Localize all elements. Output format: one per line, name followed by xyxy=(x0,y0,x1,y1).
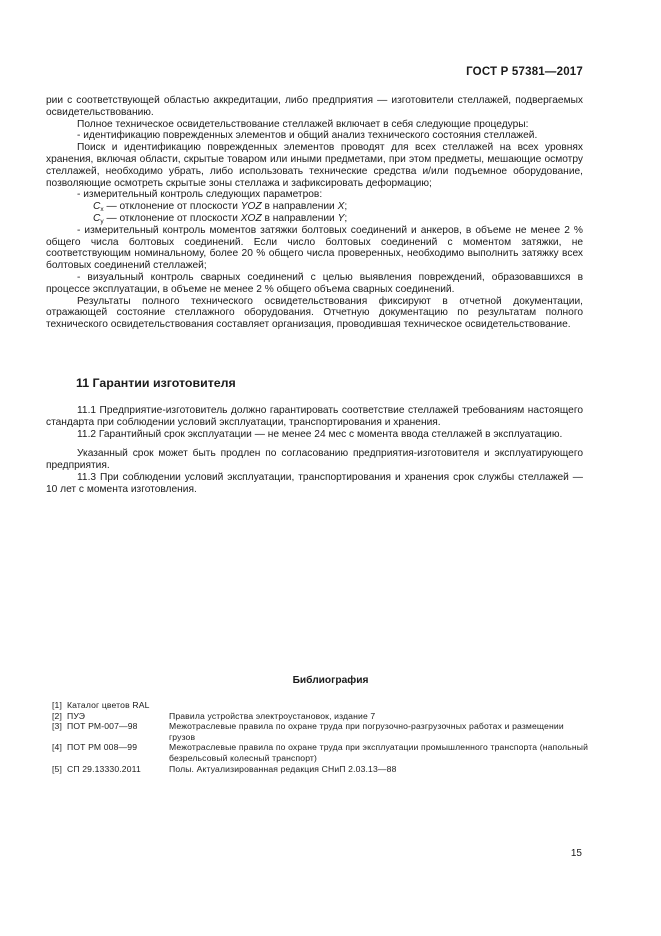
parameter-cx xyxy=(46,201,583,213)
param-symbol: C xyxy=(93,212,101,224)
bibliography-item xyxy=(52,700,592,711)
param-text: ; xyxy=(344,212,348,224)
param-text: ; xyxy=(344,201,348,213)
bibliography-code: ПУЭ xyxy=(67,710,86,721)
paragraph: Результаты полного технического освидетельствования фиксируют в отчетной документации, отражающей состояние стеллажного оборудования. Отчетную документацию по результатам полного технического освидетельствования составляет организация, проводившая техническое освидетельствование. xyxy=(46,295,583,331)
list-item: - измерительный контроль следующих параметров: xyxy=(77,189,323,201)
param-axis: X xyxy=(337,201,345,213)
clause: 11.1 Предприятие-изготовитель должно гарантировать соответствие стеллажей требованиям настоящего стандарта при соблюдении условий эксплуатации, транспортирования и хранения. xyxy=(46,405,583,428)
clause: 11.3 При соблюдении условий эксплуатации, транспортирования и хранения срок службы стеллажей — 10 лет с момента изготовления. xyxy=(46,471,583,495)
clause: Указанный срок может быть продлен по согласованию предприятия-изготовителя и эксплуатирующего предприятия. xyxy=(46,448,583,472)
param-subscript: x xyxy=(100,206,104,214)
bibliography-number: [5] xyxy=(52,763,63,774)
param-subscript: y xyxy=(100,217,104,225)
clause: 11.2 Гарантийный срок эксплуатации — не менее 24 мес с момента ввода стеллажей в эксплуатацию. xyxy=(77,428,563,440)
bibliography-list xyxy=(52,700,592,774)
param-text: — отклонение от плоскости xyxy=(103,212,241,224)
bibliography-number: [1] xyxy=(52,700,63,710)
paragraph: Полное техническое освидетельствование стеллажей включает в себя следующие процедуры: xyxy=(77,118,529,130)
page-number: 15 xyxy=(570,848,582,859)
section-heading: 11 Гарантии изготовителя xyxy=(76,376,236,390)
list-item: - измерительный контроль моментов затяжки болтовых соединений и анкеров, в объеме не менее 2 % общего числа болтовых соединений. Если число болтовых соединений с моментом затяжки, не соответствующим номинальному, более 20 % общего числа проверенных, необходимо выполнить затяжку всех болтовых соединений стеллажей; xyxy=(46,224,583,272)
parameter-cy xyxy=(46,213,583,225)
standard-designation: ГОСТ Р 57381—2017 xyxy=(466,66,583,78)
bibliography-item xyxy=(52,721,592,742)
paragraph: Поиск и идентификацию поврежденных элементов проводят для всех стеллажей на всех уровнях хранения, включая области, скрытые товаром или иными предметами, при этом предметы, мешающие осмотру стеллажей, необходимо убрать, либо использовать технические средства и/или подъемное оборудование, позволяющие осмотреть скрытые зоны стеллажа и зафиксировать деформацию; xyxy=(46,142,583,189)
param-symbol: C xyxy=(93,201,101,213)
list-item: - визуальный контроль сварных соединений с целью выявления повреждений, образовавшихся в процессе эксплуатации, в объеме не менее 2 % общего объема сварных соединений. xyxy=(46,271,583,295)
bibliography-description xyxy=(169,700,592,711)
bibliography-description: Межотраслевые правила по охране труда при эксплуатации промышленного транспорта (напольный безрельсовый колесный транспорт) xyxy=(169,742,589,763)
bibliography-title: Библиография xyxy=(292,675,369,686)
bibliography-description: Правила устройства электроустановок, издание 7 xyxy=(169,710,376,721)
bibliography-number: [4] xyxy=(52,742,63,753)
body-text xyxy=(46,95,583,331)
bibliography-description: Межотраслевые правила по охране труда при погрузочно-разгрузочных работах и размещении грузов xyxy=(169,721,564,742)
bibliography-code: Каталог цветов RAL xyxy=(67,700,150,710)
param-text: — отклонение от плоскости xyxy=(103,201,241,213)
paragraph: рии с соответствующей областью аккредитации, либо предприятия — изготовители стеллажей, подвергаемых освидетельствованию. xyxy=(46,95,583,118)
bibliography-code: СП 29.13330.2011 xyxy=(67,763,141,774)
bibliography-code: ПОТ РМ 008—99 xyxy=(67,742,138,753)
bibliography-item xyxy=(52,711,592,722)
bibliography-number: [3] xyxy=(52,721,63,732)
bibliography-item xyxy=(52,742,592,763)
param-text: в направлении xyxy=(261,212,338,224)
section-text xyxy=(46,405,583,496)
bibliography-code: ПОТ РМ-007—98 xyxy=(67,721,138,732)
param-text: в направлении xyxy=(261,201,338,213)
param-axis: Y xyxy=(337,212,345,224)
param-plane: XOZ xyxy=(240,212,262,224)
list-item: - идентификацию поврежденных элементов и общий анализ технического состояния стеллажей. xyxy=(77,130,538,142)
bibliography-description: Полы. Актуализированная редакция СНиП 2.03.13—88 xyxy=(169,763,397,774)
bibliography-item xyxy=(52,764,592,775)
bibliography-number: [2] xyxy=(52,710,63,721)
param-plane: YOZ xyxy=(240,201,262,213)
